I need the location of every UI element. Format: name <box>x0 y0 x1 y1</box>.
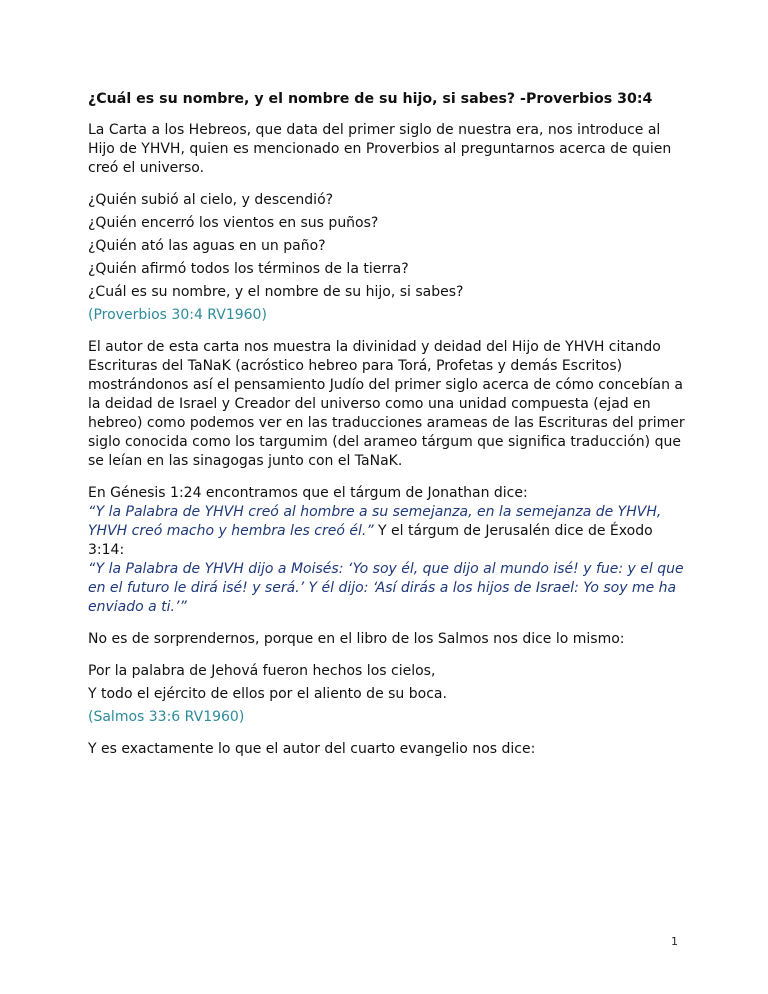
genesis-intro: En Génesis 1:24 encontramos que el tárgum de Jonathan dice: <box>88 485 528 501</box>
psalm-line: Y todo el ejército de ellos por el aliento de su boca. <box>88 686 447 702</box>
salmos-paragraph: No es de sorprendernos, porque en el libro de los Salmos nos dice lo mismo: <box>88 631 625 647</box>
proverbs-verse <box>88 191 688 325</box>
verse-line: ¿Quién encerró los vientos en sus puños? <box>88 215 379 231</box>
genesis-section <box>88 484 688 617</box>
document-page <box>88 89 688 772</box>
psalm-line: Por la palabra de Jehová fueron hechos los cielos, <box>88 663 436 679</box>
genesis-quote: “Y la Palabra de YHVH creó al hombre a su semejanza, en la semejanza de YHVH, YHVH creó macho y hembra les creó él.” <box>88 504 662 539</box>
targum-paragraph: El autor de esta carta nos muestra la divinidad y deidad del Hijo de YHVH citando Escrituras del TaNaK (acróstico hebreo para Torá, Profetas y demás Escritos) mostrándonos así el pensamiento Judío del primer siglo acerca de cómo concebían a la deidad de Israel y Creador del universo como una unidad compuesta (ejad en hebreo) como podemos ver en las traducciones arameas de las Escrituras del primer siglo conocida como los targumim (del arameo tárgum que significa traducción) que se leían en las sinagogas junto con el TaNaK. <box>88 339 685 469</box>
psalm-verse <box>88 662 688 727</box>
psalm-reference: (Salmos 33:6 RV1960) <box>88 709 245 725</box>
verse-reference: (Proverbios 30:4 RV1960) <box>88 307 267 323</box>
verse-line: ¿Quién ató las aguas en un paño? <box>88 238 326 254</box>
gospel-paragraph: Y es exactamente lo que el autor del cuarto evangelio nos dice: <box>88 741 536 757</box>
exodus-quote: “Y la Palabra de YHVH dijo a Moisés: ‘Yo soy él, que dijo al mundo isé! y fue: y el que en el futuro le dirá isé! y será.’ Y él dijo: ‘Así dirás a los hijos de Israel: Yo soy me ha enviado a ti.’” <box>88 561 684 615</box>
verse-line: ¿Quién afirmó todos los términos de la tierra? <box>88 261 409 277</box>
intro-paragraph: La Carta a los Hebreos, que data del primer siglo de nuestra era, nos introduce al Hijo de YHVH, quien es mencionado en Proverbios al preguntarnos acerca de quien creó el universo. <box>88 122 672 176</box>
page-number: 1 <box>671 935 678 948</box>
verse-line: ¿Cuál es su nombre, y el nombre de su hijo, si sabes? <box>88 284 464 300</box>
verse-line: ¿Quién subió al cielo, y descendió? <box>88 192 334 208</box>
page-title: ¿Cuál es su nombre, y el nombre de su hijo, si sabes? -Proverbios 30:4 <box>88 91 653 107</box>
jerusalem-intro: Y el tárgum de Jerusalén dice de Éxodo 3:14: <box>88 523 653 558</box>
